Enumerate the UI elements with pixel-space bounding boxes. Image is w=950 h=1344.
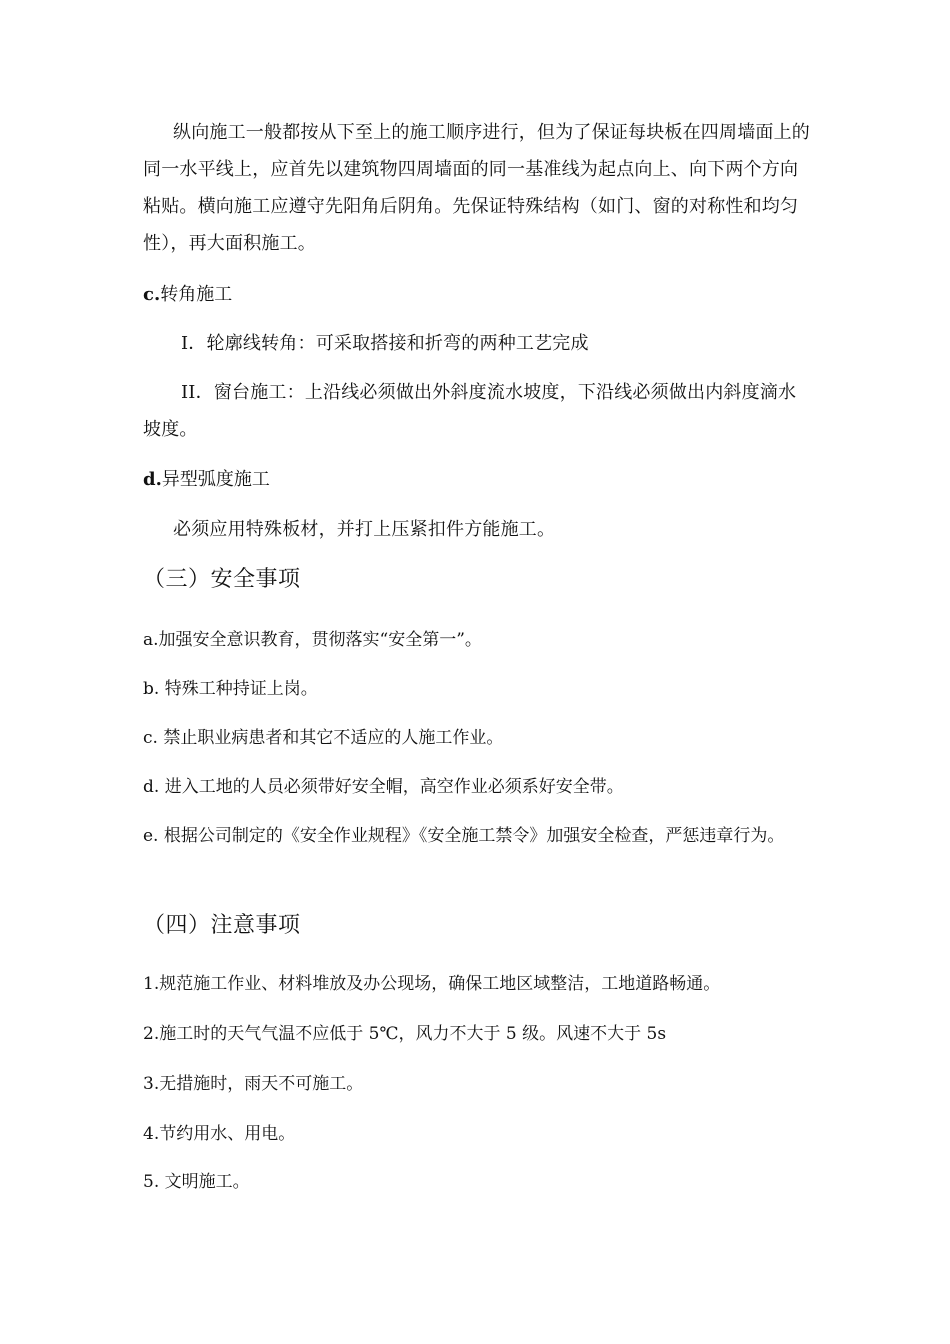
safety-section-title: （三）安全事项: [143, 567, 301, 592]
notes-item-5-text: 文明施工。: [159, 1172, 250, 1192]
curve-heading-label: d.: [143, 469, 162, 490]
notes-section-title: （四）注意事项: [143, 913, 301, 938]
curve-heading-title: 异型弧度施工: [161, 469, 270, 490]
notes-item-2: [143, 1016, 813, 1053]
safety-item-d-text: 进入工地的人员必须带好安全帽，高空作业必须系好安全带。: [159, 777, 624, 797]
safety-item-a-mark: a.: [143, 630, 159, 650]
safety-item-e-text: 根据公司制定的《安全作业规程》《安全施工禁令》加强安全检查，严惩违章行为。: [158, 826, 785, 846]
notes-item-2-mark: 2.: [143, 1024, 160, 1044]
notes-item-5: [143, 1164, 813, 1201]
safety-item-e-mark: e.: [143, 826, 159, 846]
corner-heading-label: c.: [143, 284, 161, 305]
safety-item-c-mark: c.: [143, 728, 158, 748]
corner-heading: [143, 280, 232, 310]
curve-heading: [143, 465, 270, 495]
notes-item-1-mark: 1.: [143, 974, 160, 994]
notes-item-1-text: 规范施工作业、材料堆放及办公现场，确保工地区域整洁，工地道路畅通。: [159, 974, 721, 994]
notes-item-3: [143, 1066, 813, 1103]
intro-paragraph: 纵向施工一般都按从下至上的施工顺序进行，但为了保证每块板在四周墙面上的同一水平线上，应首先以建筑物四周墙面的同一基准线为起点向上、向下两个方向粘贴。横向施工应遵守先阳角后阴角。先保证特殊结构（如门、窗的对称性和均匀性），再大面积施工。: [143, 122, 810, 254]
safety-item-d: [143, 769, 813, 806]
safety-item-a-text: 加强安全意识教育，贯彻落实“安全第一”。: [158, 630, 482, 650]
notes-item-4-text: 节约用水、用电。: [159, 1124, 296, 1144]
safety-item-c-text: 禁止职业病患者和其它不适应的人施工作业。: [157, 728, 504, 748]
safety-item-d-mark: d.: [143, 777, 160, 797]
notes-item-3-text: 无措施时，雨天不可施工。: [159, 1074, 364, 1094]
safety-item-e: [143, 818, 813, 855]
safety-item-b-mark: b.: [143, 679, 160, 699]
notes-item-5-mark: 5.: [143, 1172, 160, 1192]
notes-item-2-text: 施工时的天气气温不应低于 5℃，风力不大于 5 级。风速不大于 5s: [159, 1024, 667, 1044]
corner-item-1: I．轮廓线转角：可采取搭接和折弯的两种工艺完成: [181, 333, 589, 354]
notes-item-4-mark: 4.: [143, 1124, 160, 1144]
notes-item-1: [143, 966, 813, 1003]
safety-item-c: [143, 720, 813, 757]
safety-item-b-text: 特殊工种持证上岗。: [159, 679, 318, 699]
notes-item-4: [143, 1116, 813, 1153]
curve-text: 必须应用特殊板材，并打上压紧扣件方能施工。: [173, 519, 556, 540]
corner-item-2: II．窗台施工：上沿线必须做出外斜度流水坡度，下沿线必须做出内斜度滴水坡度。: [143, 382, 797, 440]
corner-heading-title: 转角施工: [160, 284, 233, 305]
notes-item-3-mark: 3.: [143, 1074, 160, 1094]
safety-item-b: [143, 671, 813, 708]
safety-item-a: [143, 622, 813, 659]
